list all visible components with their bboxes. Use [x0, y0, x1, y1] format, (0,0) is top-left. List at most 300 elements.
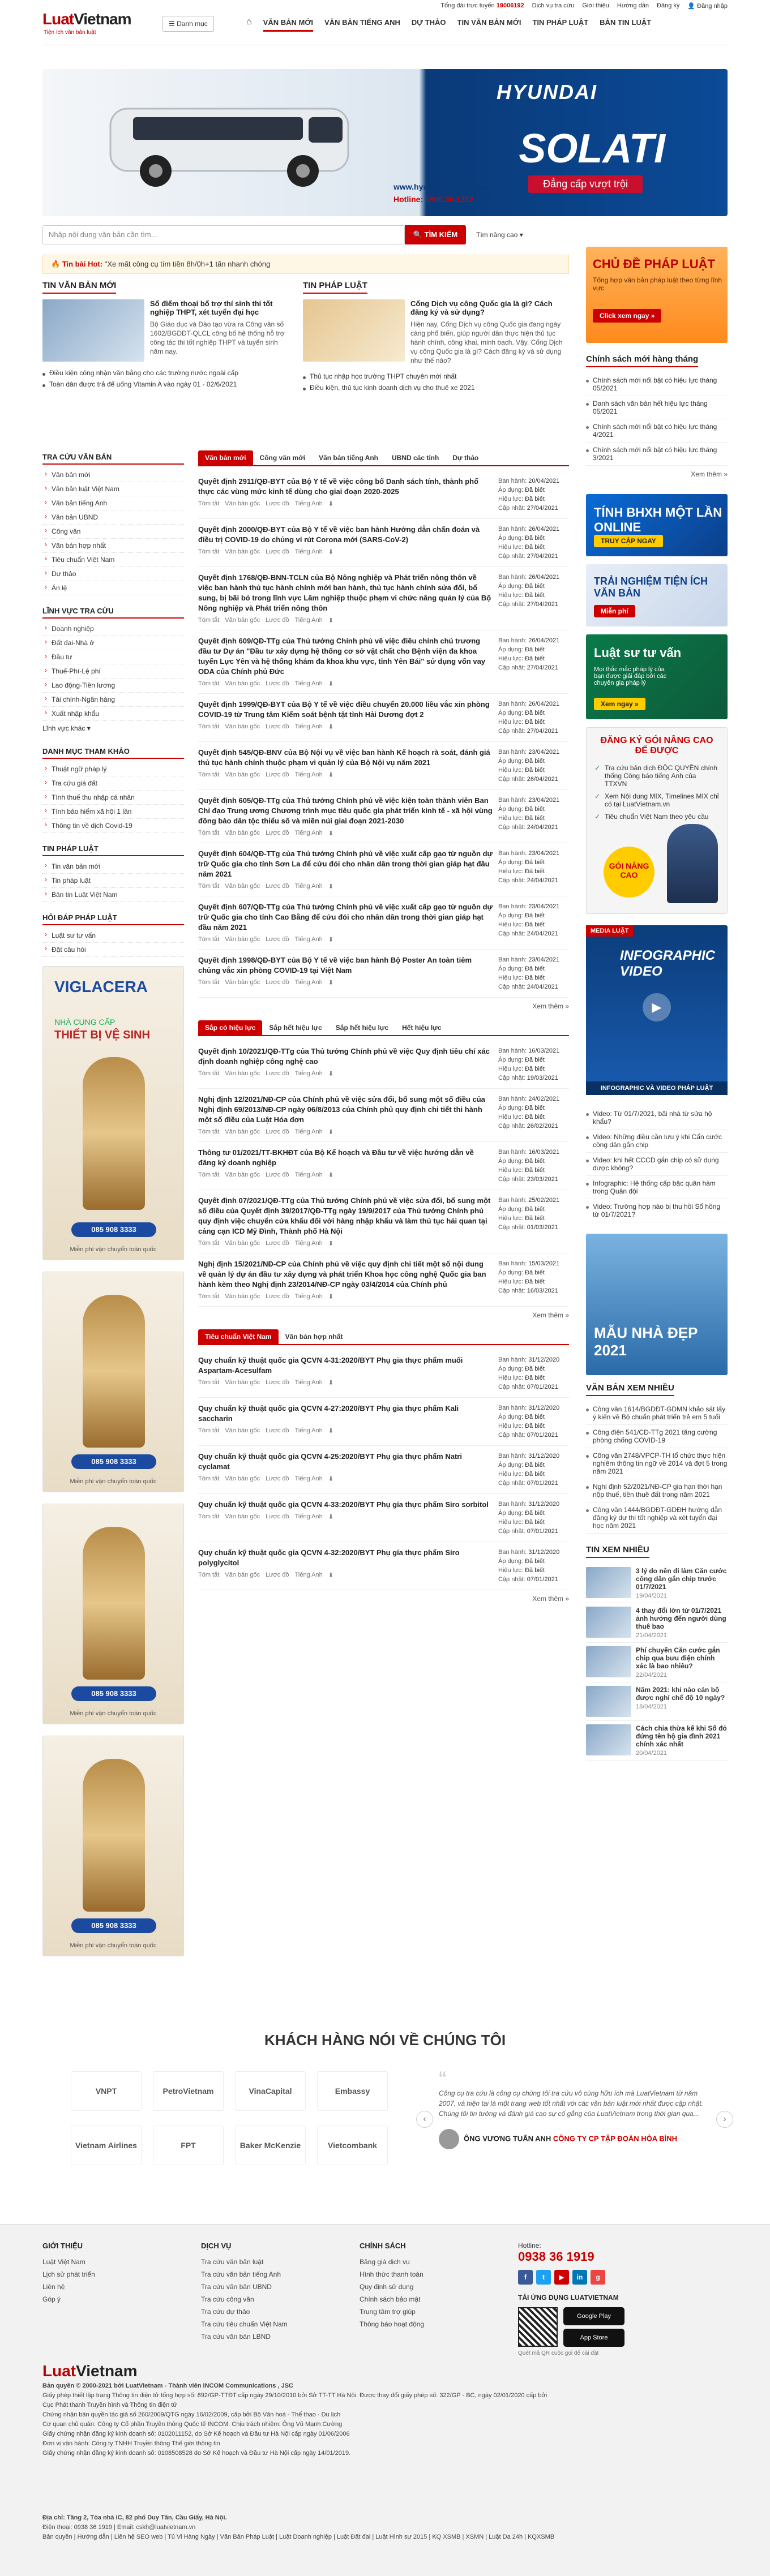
meta-label: Cập nhật: [498, 1224, 525, 1231]
op-diagram[interactable]: Lược đồ [266, 1513, 289, 1520]
meta-label: Ban hành: [498, 749, 527, 755]
issued-date: 16/03/2021 [528, 1149, 560, 1156]
doc-title[interactable]: Quyết định 604/QĐ-TTg của Thủ tướng Chính phủ về việc xuất cấp gạo từ nguồn dự trữ Quốc gia cho tỉnh Sơn La để cứu đói cho nhân dân trong thời gian giáp hạt đầu năm 2021 [198, 849, 493, 878]
news-date: 21/04/2021 [636, 1632, 668, 1639]
op-diagram[interactable]: Lược đồ [266, 723, 289, 730]
op-english[interactable]: Tiếng Anh [294, 1513, 323, 1520]
sidebar-item-import-export[interactable]: › Xuất nhập khẩu [42, 707, 184, 721]
op-summary[interactable]: Tóm tắt [198, 1240, 220, 1247]
sidebar-item-english-docs[interactable]: › Văn bản tiếng Anh [42, 496, 184, 510]
download-icon[interactable]: ⬇ [328, 1240, 333, 1247]
nav-bulletin[interactable]: BẢN TIN LUẬT [600, 18, 652, 27]
news-thumbnail[interactable] [303, 299, 405, 362]
op-english[interactable]: Tiếng Anh [294, 680, 323, 687]
sanitary-ad[interactable] [42, 966, 184, 1260]
op-diagram[interactable]: Lược đồ [266, 1171, 289, 1178]
op-summary[interactable]: Tóm tắt [198, 1572, 220, 1578]
op-original[interactable]: Văn bản gốc [225, 883, 260, 890]
most-news-item[interactable] [586, 1603, 728, 1643]
list-item[interactable]: Danh sách văn bản hết hiệu lực tháng 05/2021 [586, 396, 728, 419]
meta-label: Ban hành: [498, 1197, 527, 1204]
status-value: Đã biết [525, 544, 545, 551]
nav-new-doc-news[interactable]: TIN VĂN BẢN MỚI [457, 18, 521, 27]
list-item[interactable]: Video: Từ 01/7/2021, bãi nhà từ sửa hộ khẩu? [586, 1106, 728, 1130]
op-original[interactable]: Văn bản gốc [225, 771, 260, 778]
op-english[interactable]: Tiếng Anh [294, 936, 323, 943]
download-icon[interactable]: ⬇ [328, 1476, 333, 1483]
op-diagram[interactable]: Lược đồ [266, 1427, 289, 1434]
sidebar-item-precedents[interactable]: › Án lệ [42, 581, 184, 595]
op-english[interactable]: Tiếng Anh [294, 1427, 323, 1434]
footer-link[interactable]: Góp ý [42, 2295, 61, 2303]
carousel-prev-icon[interactable]: ‹ [416, 2111, 433, 2128]
doc-row [198, 694, 569, 742]
sidebar-item-ubnd-docs[interactable]: › Văn bản UBND [42, 510, 184, 525]
news-headline[interactable]: Cổng Dịch vụ công Quốc gia là gì? Cách đăng ký và sử dụng? [410, 299, 553, 316]
most-news-item[interactable] [586, 1564, 728, 1603]
sidebar-item-income-tax[interactable]: › Tính thuế thu nhập cá nhân [42, 791, 184, 805]
news-item[interactable]: Toàn dân được trả để uống Vitamin A vào ngày 01 - 02/6/2021 [42, 379, 292, 390]
hyundai-banner[interactable] [42, 69, 728, 216]
update-date: 07/01/2021 [527, 1384, 558, 1390]
sidebar-item-doc-news[interactable]: › Tin văn bản mới [42, 860, 184, 874]
sidebar-item-terms[interactable]: › Thuật ngữ pháp lý [42, 762, 184, 776]
sidebar-item-enterprise[interactable]: › Doanh nghiệp [42, 622, 184, 636]
list-item[interactable]: Công văn 1614/BGDĐT-GDMN khảo sát lấy ý kiến về Bộ chuẩn phát triển trẻ em 5 tuổi [586, 1402, 728, 1425]
list-item[interactable]: Video: Những điều cần lưu ý khi Cẩn cước công dân gắn chip [586, 1130, 728, 1153]
op-summary[interactable]: Tóm tắt [198, 1427, 220, 1434]
op-summary[interactable]: Tóm tắt [198, 1513, 220, 1520]
most-viewed-title: VĂN BẢN XEM NHIỀU [586, 1383, 674, 1396]
doc-title[interactable]: Quyết định 07/2021/QĐ-TTg của Thủ tướng Chính phủ về việc sửa đổi, bổ sung một số điều của Quyết định 39/2017/QĐ-TTg ngày 19/9/2017 của Thủ tướng Chính phủ quy định việc chuyển cửa khẩu đối với hàng nhập khẩu và làm thủ tục hải quan tại cảng cạn ICD Mỹ Đình, Thành phố Hà Nội [198, 1196, 491, 1235]
doc-title[interactable]: Quy chuẩn kỹ thuật quốc gia QCVN 4-32:2020/BYT Phụ gia thực phẩm Siro polyglycitol [198, 1548, 460, 1567]
doc-title[interactable]: Quy chuẩn kỹ thuật quốc gia QCVN 4-31:2020/BYT Phụ gia thực phẩm muối Aspartam-Acesulfam [198, 1356, 463, 1375]
footer-link[interactable]: Bảng giá dịch vụ [360, 2258, 410, 2266]
see-more-link[interactable]: Xem thêm » [532, 1595, 569, 1603]
sidebar-item-finance[interactable]: › Tài chính-Ngân hàng [42, 693, 184, 707]
tab-upcoming-expiry-2[interactable]: Sắp hết hiệu lực [335, 1024, 389, 1032]
doc-title[interactable]: Thông tư 01/2021/TT-BKHĐT của Bộ Kế hoạch và Đầu tư về việc hướng dẫn về đăng ký doanh nghiệp [198, 1148, 474, 1167]
google-icon[interactable]: g [591, 2270, 605, 2285]
footer-link[interactable]: Trung tâm trợ giúp [360, 2308, 416, 2316]
google-play-button[interactable]: Google Play [563, 2307, 624, 2325]
bottom-links[interactable]: Bản quyền | Hướng dẫn | Liên hệ SEO web | Tủ Vi Hàng Ngày | Văn Bản Pháp Luật | Luật Doanh nghiệp | Luật Đất đai | Luật Hình sự 2015 | KQ XSMB | XSMN | Luật Da 24h | KQXSMB [42, 2534, 555, 2540]
sidebar-item-tax[interactable]: › Thuế-Phí-Lệ phí [42, 664, 184, 679]
op-summary[interactable]: Tóm tắt [198, 723, 220, 730]
meta-label: Cập nhật: [498, 1432, 525, 1439]
meta-label: Cập nhật: [498, 505, 525, 512]
footer-link[interactable]: Liên hệ [42, 2283, 65, 2291]
op-summary[interactable]: Tóm tắt [198, 1070, 220, 1077]
doc-row [198, 567, 569, 630]
op-diagram[interactable]: Lược đồ [266, 548, 289, 555]
logo[interactable] [42, 8, 144, 38]
app-store-button[interactable]: App Store [563, 2329, 624, 2347]
bhxh-button[interactable]: TRUY CẬP NGAY [594, 535, 663, 547]
news-headline[interactable]: Sổ điểm thoại bổ trợ thí sinh thi tốt nghiệp THPT, xét tuyển đại học [150, 299, 273, 316]
op-diagram[interactable]: Lược đồ [266, 771, 289, 778]
op-diagram[interactable]: Lược đồ [266, 883, 289, 890]
op-original[interactable]: Văn bản gốc [225, 1171, 260, 1178]
subscription-button[interactable]: GÓI NÂNG CAO [604, 847, 654, 898]
most-news-item[interactable] [586, 1643, 728, 1682]
footer-link[interactable]: Tra cứu dự thảo [201, 2308, 250, 2316]
op-english[interactable]: Tiếng Anh [294, 1171, 323, 1178]
bhxh-banner[interactable] [586, 494, 728, 556]
see-more-link[interactable]: Xem thêm » [691, 470, 728, 478]
sidebar-item-labor[interactable]: › Lao động-Tiền lương [42, 679, 184, 693]
footer-link[interactable]: Tra cứu văn bản UBND [201, 2283, 272, 2291]
issued-date: 26/04/2021 [528, 526, 560, 533]
tab-drafts[interactable]: Dự thảo [452, 454, 479, 462]
doc-title[interactable]: Quyết định 609/QĐ-TTg của Thủ tướng Chính phủ về việc điều chỉnh chủ trương đầu tư Dự án "Đầu tư xây dựng hệ thống cơ sở vật chất cho Bệnh viện đa khoa tuyến Lực Yên và hệ thống khám đa khoa khu vực, tỉnh Yên Bái" sử dụng vốn vay ODA của Chính phủ Đức [198, 637, 486, 676]
status-value: Đã biết [525, 496, 545, 503]
doc-title[interactable]: Quyết định 607/QĐ-TTg của Thủ tướng Chính phủ về việc xuất cấp gạo từ nguồn dự trữ Quốc gia cho tỉnh Cao Bằng để cứu đói cho nhân dân trong thời gian giáp hạt đầu năm 2021 [198, 903, 493, 931]
download-icon[interactable]: ⬇ [328, 1514, 333, 1521]
op-original[interactable]: Văn bản gốc [225, 500, 260, 507]
op-english[interactable]: Tiếng Anh [294, 1240, 323, 1247]
doc-title[interactable]: Quyết định 1998/QĐ-BYT của Bộ Y tế về việc ban hành Bộ Poster An toàn tiêm chủng vắc xin phòng COVID-19 tại Việt Nam [198, 956, 472, 974]
sanitary-ad[interactable] [42, 1736, 184, 1956]
law-topic-banner[interactable] [586, 247, 728, 343]
download-icon[interactable]: ⬇ [328, 1071, 333, 1077]
list-item[interactable]: Nghị định 52/2021/NĐ-CP gia hạn thời hạn nộp thuế, tiền thuê đất trong năm 2021 [586, 1479, 728, 1502]
op-original[interactable]: Văn bản gốc [225, 1293, 260, 1300]
op-diagram[interactable]: Lược đồ [266, 1379, 289, 1386]
list-item[interactable]: Công điện 541/CĐ-TTg 2021 tăng cường phòng chống COVID-19 [586, 1425, 728, 1448]
new-doc-news [42, 281, 292, 390]
op-summary[interactable]: Tóm tắt [198, 1128, 220, 1135]
meta-label: Ban hành: [498, 1260, 527, 1267]
category-menu-button[interactable]: ☰ Danh mục [162, 16, 214, 32]
doc-title[interactable]: Quy chuẩn kỹ thuật quốc gia QCVN 4-25:2020/BYT Phụ gia thực phẩm Natri cyclamat [198, 1452, 462, 1471]
meta-label: Ban hành: [498, 637, 527, 644]
van-image [99, 86, 365, 194]
download-icon[interactable]: ⬇ [328, 883, 333, 890]
op-english[interactable]: Tiếng Anh [294, 1572, 323, 1578]
list-item[interactable]: Chính sách mới nổi bật có hiệu lực tháng 3/2021 [586, 443, 728, 466]
op-original[interactable]: Văn bản gốc [225, 723, 260, 730]
doc-title[interactable]: Quyết định 605/QĐ-TTg của Thủ tướng Chính phủ về việc kiện toàn thành viên Ban Chỉ đạo Trung ương Chương trình mục tiêu quốc gia phát triển kinh tế - xã hội vùng đồng bào dân tộc thiểu số và miền núi giai đoạn 2021-2030 [198, 796, 493, 825]
op-diagram[interactable]: Lược đồ [266, 1293, 289, 1300]
op-summary[interactable]: Tóm tắt [198, 830, 220, 836]
tab-standards[interactable]: Tiêu chuẩn Việt Nam [198, 1329, 279, 1344]
op-original[interactable]: Văn bản gốc [225, 1572, 260, 1578]
tab-upcoming-effect[interactable]: Sắp có hiệu lực [198, 1020, 262, 1035]
footer-link[interactable]: Tra cứu công văn [201, 2295, 254, 2303]
op-english[interactable]: Tiếng Anh [294, 979, 323, 986]
op-original[interactable]: Văn bản gốc [225, 548, 260, 555]
op-english[interactable]: Tiếng Anh [294, 771, 323, 778]
download-icon[interactable]: ⬇ [328, 1428, 333, 1435]
about-link[interactable]: Giới thiệu [582, 2, 609, 9]
op-diagram[interactable]: Lược đồ [266, 617, 289, 624]
doc-title[interactable]: Quy chuẩn kỹ thuật quốc gia QCVN 4-33:2020/BYT Phụ gia thực phẩm Siro sorbitol [198, 1500, 489, 1509]
promo-button[interactable]: Click xem ngay » [593, 309, 661, 323]
youtube-icon[interactable]: ▶ [554, 2270, 569, 2285]
most-news-item[interactable] [586, 1682, 728, 1721]
tab-english[interactable]: Văn bản tiếng Anh [319, 454, 378, 462]
carousel-next-icon[interactable]: › [716, 2111, 733, 2128]
effective-date: Đã biết [525, 535, 545, 542]
doc-title[interactable]: Nghị định 12/2021/NĐ-CP của Chính phủ về việc sửa đổi, bổ sung một số điều của Nghị định 69/2013/NĐ-CP ngày 06/8/2013 của Chính phủ quy định chi tiết thi hành một số điều của Luật Hóa đơn [198, 1095, 485, 1124]
op-summary[interactable]: Tóm tắt [198, 680, 220, 687]
lawyer-banner[interactable] [586, 634, 728, 719]
footer-link[interactable]: Quy định sử dụng [360, 2283, 414, 2291]
twitter-icon[interactable]: t [536, 2270, 551, 2285]
footer-link[interactable]: Luật Việt Nam [42, 2258, 85, 2266]
home-icon[interactable]: ⌂ [246, 17, 252, 27]
doc-title[interactable]: Quyết định 1768/QĐ-BNN-TCLN của Bộ Nông nghiệp và Phát triển nông thôn về việc ban hành thủ tục hành chính mới ban hành, thủ tục hành chính sửa đổi, bổ sung, bị bãi bỏ trong lĩnh vực Lâm nghiệp thuộc phạm vi chức năng quản lý của Bộ Nông nghiệp và Phát triển nông thôn [198, 573, 491, 612]
op-summary[interactable]: Tóm tắt [198, 500, 220, 507]
op-diagram[interactable]: Lược đồ [266, 1240, 289, 1247]
sidebar-item-insurance[interactable]: › Tính bảo hiểm xã hội 1 lần [42, 805, 184, 819]
tab-expired[interactable]: Hết hiệu lực [402, 1024, 442, 1032]
download-icon[interactable]: ⬇ [328, 1129, 333, 1136]
tab-upcoming-expiry[interactable]: Sắp hết hiệu lực [269, 1024, 322, 1032]
op-original[interactable]: Văn bản gốc [225, 936, 260, 943]
sidebar-item-ask[interactable]: › Đặt câu hỏi [42, 943, 184, 957]
login-link[interactable]: 👤 Đăng nhập [687, 3, 728, 10]
op-summary[interactable]: Tóm tắt [198, 1171, 220, 1178]
meta-label: Cập nhật: [498, 1123, 525, 1130]
sidebar-item-law-news[interactable]: › Tin pháp luật [42, 874, 184, 888]
issued-date: 16/03/2021 [528, 1047, 560, 1054]
op-diagram[interactable]: Lược đồ [266, 830, 289, 836]
meta-label: Áp dụng: [498, 1269, 524, 1276]
download-icon[interactable]: ⬇ [328, 617, 333, 624]
download-icon[interactable]: ⬇ [328, 724, 333, 731]
download-icon[interactable]: ⬇ [328, 681, 333, 688]
op-original[interactable]: Văn bản gốc [225, 1240, 260, 1247]
sidebar-item-covid[interactable]: › Thông tin về dịch Covid-19 [42, 819, 184, 833]
op-diagram[interactable]: Lược đồ [266, 936, 289, 943]
hot-news-link[interactable]: "Xe mất công cụ tìm tiền 8h/0h+1 tấn nhanh chóng [104, 260, 271, 268]
doc-list-effect [198, 1041, 569, 1307]
download-icon[interactable]: ⬇ [328, 1572, 333, 1579]
see-more-link[interactable]: Xem thêm » [532, 1311, 569, 1319]
download-icon[interactable]: ⬇ [328, 501, 333, 508]
doc-title[interactable]: Quyết định 545/QĐ-BNV của Bộ Nội vụ về việc ban hành Kế hoạch rà soát, đánh giá thủ tục hành chính thuộc phạm vi quản lý của Bộ Nội vụ năm 2021 [198, 748, 490, 767]
status-value: Đã biết [525, 719, 545, 725]
sidebar-item-land[interactable]: › Đất đai-Nhà ở [42, 636, 184, 650]
issued-date: 31/12/2020 [528, 1453, 560, 1459]
list-item[interactable]: Công văn 1444/BGDĐT-GDĐH hướng dẫn đăng ký dự thi tốt nghiệp và xét tuyển đại học năm 2021 [586, 1502, 728, 1534]
list-item[interactable]: Video: khi hết CCCD gắn chip có sử dụng được không? [586, 1153, 728, 1176]
meta-label: Ban hành: [498, 1149, 527, 1156]
op-original[interactable]: Văn bản gốc [225, 617, 260, 624]
op-original[interactable]: Văn bản gốc [225, 979, 260, 986]
op-summary[interactable]: Tóm tắt [198, 979, 220, 986]
download-icon[interactable]: ⬇ [328, 830, 333, 837]
customer-logo: FPT [153, 2126, 224, 2165]
news-item[interactable]: Thủ tục nhập học trường THPT chuyên mới nhất [303, 371, 569, 382]
banner-url: www.hyundai.tcmotor.vn [393, 182, 487, 191]
status-value: Đã biết [525, 815, 545, 822]
most-news-item[interactable] [586, 1721, 728, 1761]
sidebar-item-bulletin[interactable]: › Bản tin Luật Việt Nam [42, 888, 184, 902]
op-diagram[interactable]: Lược đồ [266, 979, 289, 986]
sidebar-item-consolidated[interactable]: › Văn bản hợp nhất [42, 539, 184, 553]
nav-law-news[interactable]: TIN PHÁP LUẬT [532, 18, 589, 27]
tab-new-docs[interactable]: Văn bản mới [198, 450, 253, 465]
op-summary[interactable]: Tóm tắt [198, 771, 220, 778]
download-icon[interactable]: ⬇ [328, 1294, 333, 1300]
linkedin-icon[interactable]: in [572, 2270, 587, 2285]
play-icon[interactable]: ▶ [643, 993, 671, 1021]
news-thumbnail[interactable] [42, 299, 144, 362]
op-original[interactable]: Văn bản gốc [225, 1475, 260, 1482]
facebook-icon[interactable]: f [518, 2270, 533, 2285]
op-original[interactable]: Văn bản gốc [225, 1513, 260, 1520]
op-diagram[interactable]: Lược đồ [266, 1070, 289, 1077]
op-english[interactable]: Tiếng Anh [294, 548, 323, 555]
advanced-search-link[interactable]: Tìm nâng cao ▾ [476, 231, 523, 239]
meta-label: Cập nhật: [498, 1075, 525, 1081]
trial-button[interactable]: Miễn phí [594, 605, 635, 617]
op-summary[interactable]: Tóm tắt [198, 548, 220, 555]
op-diagram[interactable]: Lược đồ [266, 1572, 289, 1578]
footer-link[interactable]: Chính sách bảo mật [360, 2295, 421, 2303]
op-diagram[interactable]: Lược đồ [266, 1475, 289, 1482]
footer [0, 2224, 770, 2576]
op-english[interactable]: Tiếng Anh [294, 883, 323, 890]
footer-link[interactable]: Tra cứu văn bản luật [201, 2258, 264, 2266]
download-icon[interactable]: ⬇ [328, 1380, 333, 1386]
faucet-image [83, 1295, 145, 1448]
effective-date: Đã biết [525, 1057, 545, 1063]
sidebar-item-investment[interactable]: › Đầu tư [42, 650, 184, 664]
tab-new-letters[interactable]: Công văn mới [259, 454, 306, 462]
op-english[interactable]: Tiếng Anh [294, 1128, 323, 1135]
sidebar-item-lawyer[interactable]: › Luật sư tư vấn [42, 929, 184, 943]
op-english[interactable]: Tiếng Anh [294, 500, 323, 507]
op-original[interactable]: Văn bản gốc [225, 1379, 260, 1386]
op-diagram[interactable]: Lược đồ [266, 680, 289, 687]
search-input[interactable]: Nhập nội dung văn bản cần tìm... [42, 225, 405, 244]
op-diagram[interactable]: Lược đồ [266, 500, 289, 507]
other-fields-link[interactable]: Lĩnh vực khác ▾ [42, 724, 91, 732]
infographic-video[interactable] [586, 925, 728, 1095]
issued-date: 23/04/2021 [528, 749, 560, 755]
footer-link[interactable]: Lịch sử phát triển [42, 2270, 95, 2278]
sidebar-item-official-letters[interactable]: › Công văn [42, 525, 184, 539]
search-button[interactable]: 🔍 TÌM KIẾM [405, 225, 466, 244]
tab-ubnd[interactable]: UBND các tỉnh [391, 454, 439, 462]
op-original[interactable]: Văn bản gốc [225, 830, 260, 836]
list-item[interactable]: Video: Trường hợp nào bị thu hồi Sổ hồng từ 01/7/2021? [586, 1199, 728, 1222]
list-item[interactable]: Infographic: Hệ thống cấp bậc quân hàm trong Quân đội [586, 1176, 728, 1199]
see-more-link[interactable]: Xem thêm » [532, 1002, 569, 1010]
op-english[interactable]: Tiếng Anh [294, 723, 323, 730]
sanitary-ad[interactable] [42, 1272, 184, 1492]
effective-date: Đã biết [525, 646, 545, 653]
nav-english-docs[interactable]: VĂN BẢN TIẾNG ANH [324, 18, 400, 27]
update-date: 27/04/2021 [527, 664, 558, 671]
sidebar-item-law-docs[interactable]: › Văn bản luật Việt Nam [42, 482, 184, 496]
sidebar-item-new-docs[interactable]: › Văn bản mới [42, 468, 184, 482]
news-item[interactable]: Điều kiện, thủ tục kinh doanh dịch vụ cho thuê xe 2021 [303, 382, 569, 393]
list-item[interactable]: Chính sách mới nổi bật có hiệu lực tháng 05/2021 [586, 373, 728, 396]
op-english[interactable]: Tiếng Anh [294, 617, 323, 624]
update-date: 27/04/2021 [527, 601, 558, 608]
footer-link[interactable]: Tra cứu văn bản LBND [201, 2333, 271, 2341]
nav-drafts[interactable]: DỰ THẢO [411, 18, 446, 27]
op-summary[interactable]: Tóm tắt [198, 617, 220, 624]
download-icon[interactable]: ⬇ [328, 980, 333, 986]
nav-new-docs[interactable]: VĂN BẢN MỚI [263, 18, 313, 32]
op-summary[interactable]: Tóm tắt [198, 1293, 220, 1300]
lookup-link[interactable]: Dịch vụ tra cứu [532, 2, 575, 9]
doc-title[interactable]: Quy chuẩn kỹ thuật quốc gia QCVN 4-27:2020/BYT Phụ gia thực phẩm Kali saccharin [198, 1404, 459, 1423]
meta-label: Cập nhật: [498, 728, 525, 735]
op-original[interactable]: Văn bản gốc [225, 1070, 260, 1077]
tab-consolidated[interactable]: Văn bản hợp nhất [285, 1333, 343, 1341]
sanitary-ad[interactable] [42, 1504, 184, 1724]
op-english[interactable]: Tiếng Anh [294, 1475, 323, 1482]
footer-link[interactable]: Hình thức thanh toán [360, 2270, 424, 2278]
sidebar-item-standards[interactable]: › Tiêu chuẩn Việt Nam [42, 553, 184, 567]
footer-link[interactable]: Thông báo hoạt động [360, 2320, 425, 2328]
doc-title[interactable]: Quyết định 2911/QĐ-BYT của Bộ Y tế về việc công bố Danh sách tính, thành phố thực các vùng mức kinh tế dùng cho giai đoạn 2020-2025 [198, 477, 479, 496]
doc-title[interactable]: Quyết định 2000/QĐ-BYT của Bộ Y tế về việc ban hành Hướng dẫn chẩn đoán và điều trị COVID-19 do chủng vi rút Corona mới (SARS-CoV-2) [198, 525, 480, 544]
download-icon[interactable]: ⬇ [328, 1172, 333, 1179]
meta-label: Áp dụng: [498, 965, 524, 972]
op-original[interactable]: Văn bản gốc [225, 1427, 260, 1434]
download-icon[interactable]: ⬇ [328, 937, 333, 943]
lawyer-button[interactable]: Xem ngay » [594, 698, 645, 710]
op-english[interactable]: Tiếng Anh [294, 1070, 323, 1077]
house-banner[interactable] [586, 1234, 728, 1375]
op-english[interactable]: Tiếng Anh [294, 1293, 323, 1300]
doc-title[interactable]: Quyết định 10/2021/QĐ-TTg của Thủ tướng Chính phủ về việc Quy định tiêu chí xác định doanh nghiệp công nghệ cao [198, 1047, 490, 1066]
op-summary[interactable]: Tóm tắt [198, 1475, 220, 1482]
news-item[interactable]: Điều kiện công nhận văn bằng cho các trường nước ngoài cấp [42, 367, 292, 379]
video-title: INFOGRAPHIC VIDEO [620, 948, 715, 979]
trial-banner[interactable] [586, 564, 728, 626]
sidebar-item-land-price[interactable]: › Tra cứu giá đất [42, 776, 184, 791]
doc-title[interactable]: Nghị định 15/2021/NĐ-CP của Chính phủ về việc quy định chi tiết một số nội dung về quản lý dự án đầu tư xây dựng và phát triển Khoa học công nghệ Quốc gia ban hành kèm theo Nghị định 23/2014/NĐ-CP ngày 03/4/2014 của Chính phủ [198, 1260, 486, 1289]
op-original[interactable]: Văn bản gốc [225, 680, 260, 687]
meta-label: Hiệu lực: [498, 1375, 524, 1381]
download-icon[interactable]: ⬇ [328, 549, 333, 556]
op-summary[interactable]: Tóm tắt [198, 883, 220, 890]
doc-title[interactable]: Quyết định 1999/QĐ-BYT của Bộ Y tế về việc điều chuyển 20.000 liều vắc xin phòng COVID-19 từ Trung tâm Kiểm soát bệnh tật tỉnh Hải Dương đợt 2 [198, 700, 490, 719]
guide-link[interactable]: Hướng dẫn [617, 2, 649, 9]
footer-link[interactable]: Tra cứu văn bản tiếng Anh [201, 2270, 281, 2278]
op-english[interactable]: Tiếng Anh [294, 1379, 323, 1386]
update-date: 24/04/2021 [527, 877, 558, 884]
sidebar-item-drafts[interactable]: › Dự thảo [42, 567, 184, 581]
op-english[interactable]: Tiếng Anh [294, 830, 323, 836]
meta-label: Cập nhật: [498, 1176, 525, 1183]
list-item[interactable]: Chính sách mới nổi bật có hiệu lực tháng 4/2021 [586, 419, 728, 443]
doc-row [198, 896, 569, 950]
op-summary[interactable]: Tóm tắt [198, 936, 220, 943]
op-summary[interactable]: Tóm tắt [198, 1379, 220, 1386]
op-original[interactable]: Văn bản gốc [225, 1128, 260, 1135]
doc-row [198, 1398, 569, 1446]
footer-hotline[interactable]: 0938 36 1919 [518, 2249, 594, 2264]
list-item[interactable]: Công văn 2748/VPCP-TH tổ chức thực hiện nghiêm thông tin ngữ về 2014 và đợt 5 trong năm 2021 [586, 1448, 728, 1479]
issued-date: 15/03/2021 [528, 1260, 560, 1267]
footer-logo[interactable]: LuatVietnam [42, 2362, 138, 2380]
footer-link[interactable]: Tra cứu tiêu chuẩn Việt Nam [201, 2320, 288, 2328]
op-diagram[interactable]: Lược đồ [266, 1128, 289, 1135]
news-title: Năm 2021: khi nào cán bộ được nghỉ chế độ 10 ngày? [636, 1686, 725, 1702]
register-link[interactable]: Đăng ký [657, 2, 680, 9]
download-icon[interactable]: ⬇ [328, 772, 333, 779]
